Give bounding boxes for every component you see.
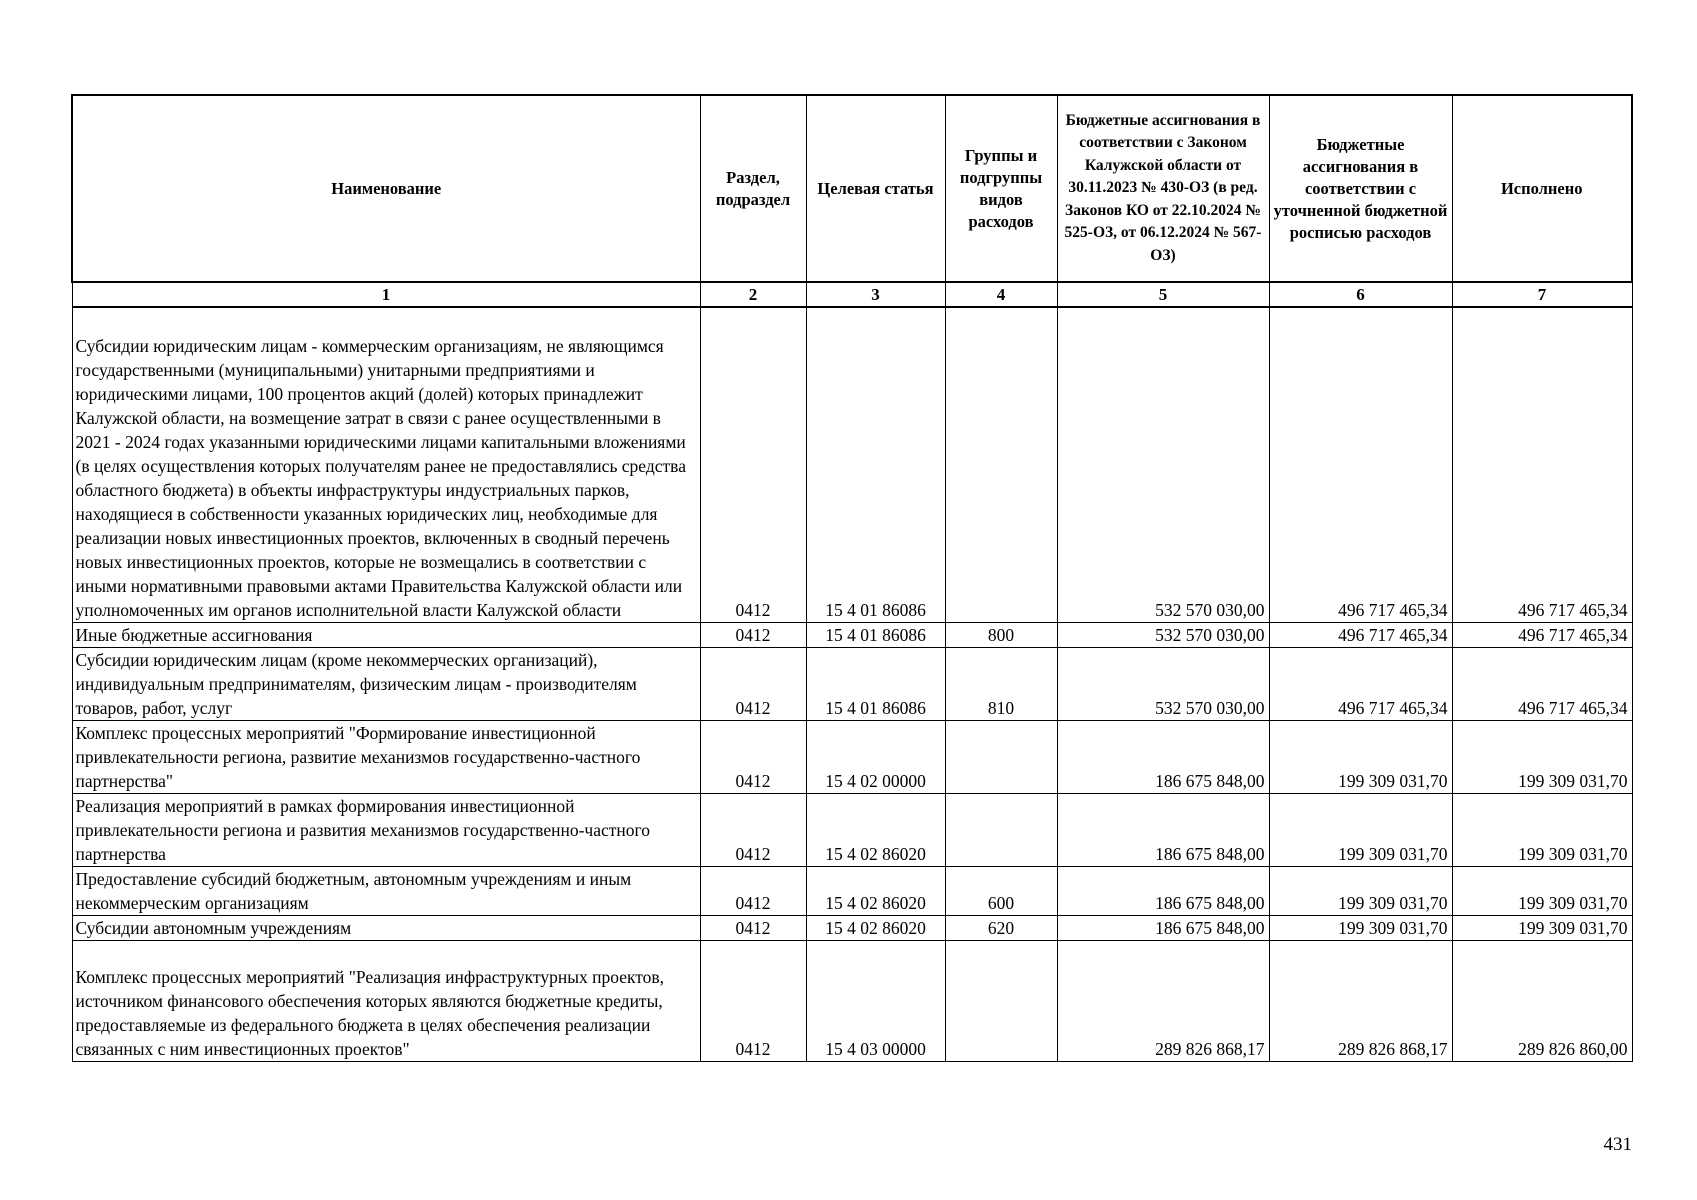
row-schedule-amount: 199 309 031,70 — [1269, 794, 1452, 867]
row-name: Комплекс процессных мероприятий "Формирование инвестиционной привлекательности региона, развитие механизмов государственно-частного партнерства" — [72, 721, 700, 794]
row-executed-amount: 496 717 465,34 — [1452, 623, 1632, 648]
row-executed-amount: 199 309 031,70 — [1452, 794, 1632, 867]
row-group: 800 — [945, 623, 1057, 648]
row-law-amount: 186 675 848,00 — [1057, 867, 1269, 916]
column-number-row — [72, 282, 1632, 307]
row-article: 15 4 02 00000 — [806, 721, 945, 794]
table-row — [72, 648, 1632, 721]
budget-execution-table — [71, 94, 1633, 1062]
row-name: Субсидии юридическим лицам (кроме некоммерческих организаций), индивидуальным предпринимателям, физическим лицам - производителям товаров, работ, услуг — [72, 648, 700, 721]
row-law-amount: 289 826 868,17 — [1057, 941, 1269, 1062]
row-section: 0412 — [700, 648, 806, 721]
row-executed-amount: 289 826 860,00 — [1452, 941, 1632, 1062]
row-executed-amount: 496 717 465,34 — [1452, 307, 1632, 623]
row-group — [945, 307, 1057, 623]
row-section: 0412 — [700, 307, 806, 623]
row-law-amount: 186 675 848,00 — [1057, 794, 1269, 867]
column-number: 7 — [1452, 282, 1632, 307]
header-row — [72, 95, 1632, 282]
row-executed-amount: 199 309 031,70 — [1452, 721, 1632, 794]
column-number: 4 — [945, 282, 1057, 307]
row-group: 810 — [945, 648, 1057, 721]
row-name: Реализация мероприятий в рамках формирования инвестиционной привлекательности региона и развития механизмов государственно-частного партнерства — [72, 794, 700, 867]
row-section: 0412 — [700, 916, 806, 941]
row-name: Иные бюджетные ассигнования — [72, 623, 700, 648]
table-row — [72, 916, 1632, 941]
header-section: Раздел, подраздел — [700, 95, 806, 282]
row-article: 15 4 02 86020 — [806, 867, 945, 916]
table-row — [72, 941, 1632, 1062]
column-number: 2 — [700, 282, 806, 307]
header-expense-group: Группы и подгруппы видов расходов — [945, 95, 1057, 282]
row-schedule-amount: 289 826 868,17 — [1269, 941, 1452, 1062]
row-article: 15 4 03 00000 — [806, 941, 945, 1062]
column-number: 3 — [806, 282, 945, 307]
row-article: 15 4 01 86086 — [806, 623, 945, 648]
table-row — [72, 307, 1632, 623]
row-schedule-amount: 496 717 465,34 — [1269, 307, 1452, 623]
row-group: 620 — [945, 916, 1057, 941]
header-executed: Исполнено — [1452, 95, 1632, 282]
row-law-amount: 532 570 030,00 — [1057, 623, 1269, 648]
row-law-amount: 532 570 030,00 — [1057, 307, 1269, 623]
table-row — [72, 623, 1632, 648]
row-group — [945, 941, 1057, 1062]
row-schedule-amount: 496 717 465,34 — [1269, 648, 1452, 721]
row-article: 15 4 02 86020 — [806, 794, 945, 867]
column-number: 6 — [1269, 282, 1452, 307]
row-law-amount: 186 675 848,00 — [1057, 721, 1269, 794]
row-group: 600 — [945, 867, 1057, 916]
header-law-allocations-text: Бюджетные ассигнования в соответствии с Законом Калужской области от 30.11.2023 № 430-ОЗ (в ред. Законов КО от 22.10.2024 № 525-ОЗ, от 06.12.2024 № 567-ОЗ) — [1064, 111, 1262, 264]
row-name: Субсидии автономным учреждениям — [72, 916, 700, 941]
column-number: 5 — [1057, 282, 1269, 307]
header-schedule-allocations: Бюджетные ассигнования в соответствии с уточненной бюджетной росписью расходов — [1269, 95, 1452, 282]
header-law-allocations — [1057, 95, 1269, 282]
table-row — [72, 721, 1632, 794]
row-schedule-amount: 199 309 031,70 — [1269, 867, 1452, 916]
row-section: 0412 — [700, 623, 806, 648]
row-section: 0412 — [700, 867, 806, 916]
row-section: 0412 — [700, 794, 806, 867]
row-executed-amount: 496 717 465,34 — [1452, 648, 1632, 721]
row-name: Комплекс процессных мероприятий "Реализация инфраструктурных проектов, источником финансового обеспечения которых являются бюджетные кредиты, предоставляемые из федерального бюджета в целях обеспечения реализации связанных с ним инвестиционных проектов" — [72, 941, 700, 1062]
table-row — [72, 867, 1632, 916]
row-name: Предоставление субсидий бюджетным, автономным учреждениям и иным некоммерческим организациям — [72, 867, 700, 916]
row-schedule-amount: 496 717 465,34 — [1269, 623, 1452, 648]
row-group — [945, 794, 1057, 867]
row-executed-amount: 199 309 031,70 — [1452, 867, 1632, 916]
row-law-amount: 186 675 848,00 — [1057, 916, 1269, 941]
row-article: 15 4 01 86086 — [806, 307, 945, 623]
column-number: 1 — [72, 282, 700, 307]
row-schedule-amount: 199 309 031,70 — [1269, 916, 1452, 941]
page-number: 431 — [1603, 1134, 1632, 1155]
table-row — [72, 794, 1632, 867]
row-law-amount: 532 570 030,00 — [1057, 648, 1269, 721]
row-executed-amount: 199 309 031,70 — [1452, 916, 1632, 941]
row-article: 15 4 01 86086 — [806, 648, 945, 721]
header-name: Наименование — [72, 95, 700, 282]
row-schedule-amount: 199 309 031,70 — [1269, 721, 1452, 794]
row-name: Субсидии юридическим лицам - коммерческим организациям, не являющимся государственными (муниципальными) унитарными предприятиями и юридическими лицами, 100 процентов акций (долей) которых принадлежит Калужской области, на возмещение затрат в связи с ранее осуществленными в 2021 - 2024 годах указанными юридическими лицами капитальными вложениями (в целях осуществления которых получателям ранее не предоставлялись средства областного бюджета) в объекты инфраструктуры индустриальных парков, находящиеся в собственности указанных юридических лиц, необходимые для реализации новых инвестиционных проектов, включенных в сводный перечень новых инвестиционных проектов, которые не возмещались в соответствии с иными нормативными правовыми актами Правительства Калужской области или уполномоченных им органов исполнительной власти Калужской области — [72, 307, 700, 623]
header-target-article: Целевая статья — [806, 95, 945, 282]
row-group — [945, 721, 1057, 794]
row-section: 0412 — [700, 941, 806, 1062]
row-section: 0412 — [700, 721, 806, 794]
row-article: 15 4 02 86020 — [806, 916, 945, 941]
